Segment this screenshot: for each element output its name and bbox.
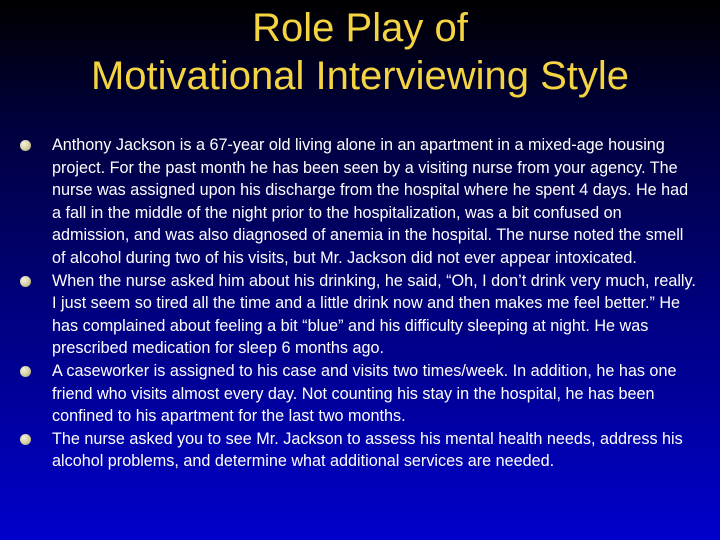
round-bullet-icon [20, 434, 31, 445]
bullet-item-assessment-task [18, 428, 700, 473]
bullet-item-patient-background [18, 134, 700, 270]
round-bullet-icon [20, 140, 31, 151]
slide-title [0, 4, 720, 100]
bullet-list [18, 134, 700, 473]
slide-title-line-1: Role Play of [252, 6, 468, 50]
slide-title-line-2: Motivational Interviewing Style [90, 54, 630, 98]
round-bullet-icon [20, 366, 31, 377]
bullet-text: When the nurse asked him about his drinking, he said, “Oh, I don’t drink very much, really. I just seem so tired all the time and a little drink now and then makes me feel better.” He has complained about feeling a bit “blue” and his difficulty sleeping at night. He was prescribed medication for sleep 6 months ago. [52, 271, 696, 358]
round-bullet-icon [20, 276, 31, 287]
bullet-text: A caseworker is assigned to his case and visits two times/week. In addition, he has one friend who visits almost every day. Not counting his stay in the hospital, he has been confined to his apartment for the last two months. [52, 361, 677, 426]
bullet-item-support-network [18, 360, 700, 428]
bullet-item-drinking-response [18, 270, 700, 360]
bullet-text: The nurse asked you to see Mr. Jackson to assess his mental health needs, address his alcohol problems, and determine what additional services are needed. [52, 429, 683, 471]
bullet-text: Anthony Jackson is a 67-year old living alone in an apartment in a mixed-age housing project. For the past month he has been seen by a visiting nurse from your agency. The nurse was assigned upon his discharge from the hospital where he spent 4 days. He had a fall in the middle of the night prior to the hospitalization, was a bit confused on admission, and was also diagnosed of anemia in the hospital. The nurse noted the smell of alcohol during two of his visits, but Mr. Jackson did not ever appear intoxicated. [52, 136, 689, 267]
